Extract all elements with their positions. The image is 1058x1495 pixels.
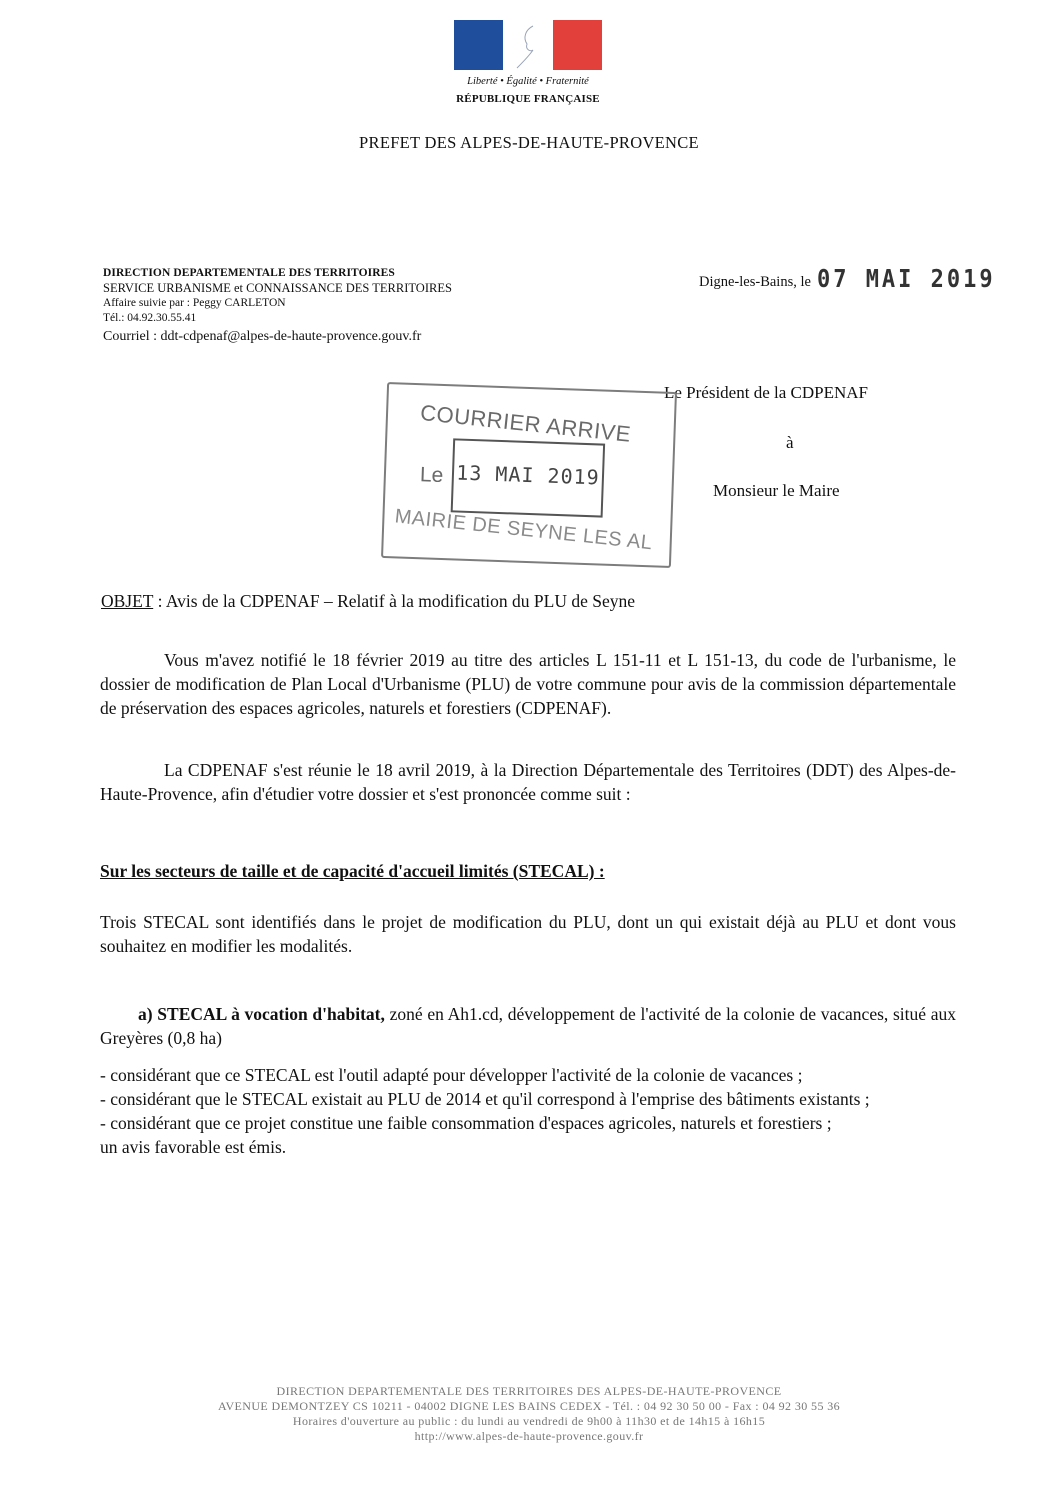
- considerants-list: [100, 1063, 956, 1159]
- objet-line: [101, 589, 635, 613]
- section-colon: :: [594, 861, 605, 881]
- arrival-stamp: [381, 382, 677, 568]
- item-a-label: a): [138, 1004, 153, 1024]
- item-a-bold: STECAL à vocation d'habitat,: [157, 1004, 385, 1024]
- avis-conclusion: un avis favorable est émis.: [100, 1137, 287, 1157]
- arrival-stamp-date: 13 MAI 2019: [455, 460, 601, 490]
- place-date: [699, 267, 996, 292]
- arrival-stamp-heading: COURRIER ARRIVE: [419, 399, 633, 447]
- arrival-stamp-mairie: MAIRIE DE SEYNE LES AL: [393, 505, 654, 555]
- item-a: [100, 1002, 956, 1050]
- footer-website: http://www.alpes-de-haute-provence.gouv.fr: [414, 1429, 644, 1443]
- sender-email: Courriel : ddt-cdpenaf@alpes-de-haute-provence.gouv.fr: [103, 329, 422, 344]
- objet-label: OBJET: [101, 591, 154, 611]
- sender-direction: DIRECTION DEPARTEMENTALE DES TERRITOIRES: [103, 267, 395, 279]
- sender-service: SERVICE URBANISME et CONNAISSANCE DES TERRITOIRES: [103, 281, 452, 295]
- logo-motto: Liberté • Égalité • Fraternité: [467, 76, 589, 87]
- marianne-flag-icon: [454, 20, 602, 70]
- arrival-stamp-date-box: [451, 438, 605, 517]
- place: Digne-les-Bains, le: [699, 274, 811, 290]
- sender-phone: Tél.: 04.92.30.55.41: [103, 312, 197, 324]
- footer-address: AVENUE DEMONTZEY CS 10211 - 04002 DIGNE LES BAINS CEDEX - Tél. : 04 92 30 50 00 - Fax : 04 92 30 55 36: [217, 1399, 841, 1413]
- paragraph-notification: Vous m'avez notifié le 18 février 2019 au titre des articles L 151-11 et L 151-13, du code de l'urbanisme, le dossier de modification de Plan Local d'Urbanisme (PLU) de votre commune pour avis de la commission départementale de préservation des espaces agricoles, naturels et forestiers (CDPENAF).: [100, 650, 956, 718]
- arrival-stamp-le: Le: [419, 463, 444, 488]
- considerant-item: - considérant que ce STECAL est l'outil adapté pour développer l'activité de la colonie de vacances ;: [100, 1065, 803, 1085]
- item-a-text: zoné en Ah1.cd, développement de l'activité de la colonie de vacances, situé aux Greyères (0,8 ha): [100, 1004, 957, 1048]
- footer: [0, 1384, 1058, 1444]
- sender-block: [103, 266, 452, 344]
- republique-francaise-logo: [448, 20, 608, 110]
- footer-hours: Horaires d'ouverture au public : du lundi au vendredi de 9h00 à 11h30 et de 14h15 à 16h15: [292, 1414, 766, 1428]
- recipient-sender-title: Le Président de la CDPENAF: [664, 383, 868, 402]
- paragraph-trois-stecal: Trois STECAL sont identifiés dans le projet de modification du PLU, dont un qui existait déjà au PLU et dont vous souhaitez en modifier les modalités.: [100, 912, 956, 956]
- section-heading: [100, 859, 605, 883]
- footer-direction: DIRECTION DEPARTEMENTALE DES TERRITOIRES DES ALPES-DE-HAUTE-PROVENCE: [276, 1384, 782, 1398]
- date-stamp: 07 MAI 2019: [816, 265, 996, 294]
- considerant-item: - considérant que le STECAL existait au PLU de 2014 et qu'il correspond à l'emprise des bâtiments existants ;: [100, 1089, 870, 1109]
- logo-republic-name: RÉPUBLIQUE FRANÇAISE: [456, 93, 600, 105]
- considerant-item: - considérant que ce projet constitue une faible consommation d'espaces agricoles, naturels et forestiers ;: [100, 1113, 832, 1133]
- prefecture-title: PREFET DES ALPES-DE-HAUTE-PROVENCE: [359, 133, 699, 152]
- section-title: Sur les secteurs de taille et de capacité d'accueil limités (STECAL): [100, 861, 595, 881]
- recipient-a: à: [786, 433, 794, 452]
- sender-affaire: Affaire suivie par : Peggy CARLETON: [103, 297, 286, 309]
- recipient-name: Monsieur le Maire: [713, 481, 840, 500]
- objet-text: : Avis de la CDPENAF – Relatif à la modification du PLU de Seyne: [153, 591, 636, 611]
- paragraph-reunion: La CDPENAF s'est réunie le 18 avril 2019, à la Direction Départementale des Territoires (DDT) des Alpes-de-Haute-Provence, afin d'étudier votre dossier et s'est prononcée comme suit :: [100, 760, 956, 804]
